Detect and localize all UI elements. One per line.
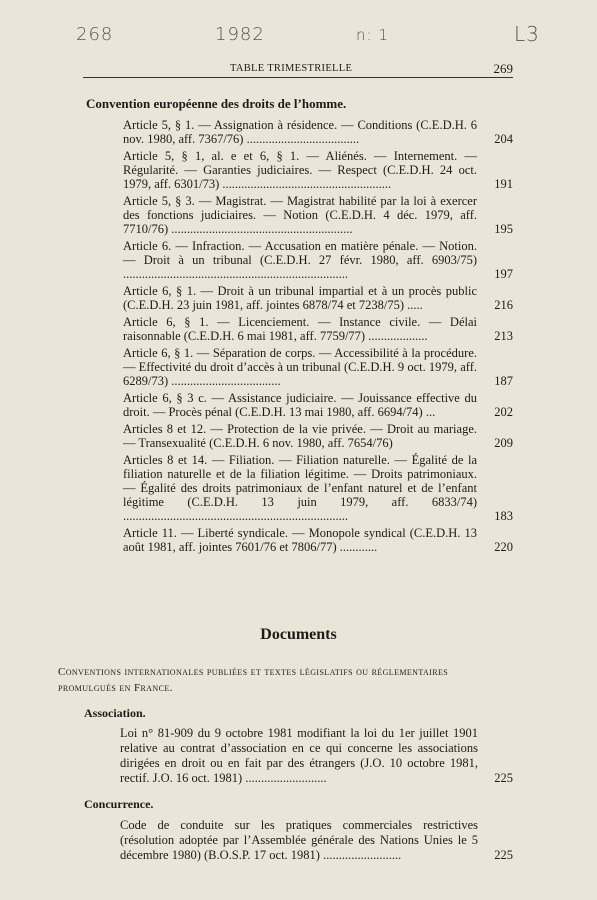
index-entry <box>86 391 513 419</box>
handwritten-note-number: n: 1 <box>356 26 389 44</box>
index-entry <box>86 315 513 343</box>
entry-text: Article 5, § 3. — Magistrat. — Magistrat habilité par la loi à exercer des fonctions judiciaires. — Notion (C.E.D.H. 4 déc. 1979, aff. 7710/76) .......................................................... <box>123 194 477 236</box>
entry-text: Article 5, § 1. — Assignation à résidence. — Conditions (C.E.D.H. 6 nov. 1980, aff. 7367/76) .................................... <box>123 118 477 146</box>
documents-subtitle: Conventions internationales publiées et textes législatifs ou réglementaires promulgués en France. <box>58 666 449 694</box>
index-entries <box>86 118 513 557</box>
index-entry <box>86 239 513 281</box>
entry-page: 216 <box>494 298 513 312</box>
index-entry <box>86 194 513 236</box>
entry-page: 202 <box>494 405 513 419</box>
document-entry-page: 225 <box>494 771 513 785</box>
entry-text: Articles 8 et 14. — Filiation. — Filiation naturelle. — Égalité de la filiation naturelle et de la filiation légitime. — Droits patrimoniaux. — Égalité des droits patrimoniaux de l’enfant naturel et de l’enfant légitime (C.E.D.H. 13 juin 1979, aff. 6833/74) ........................................................................ <box>123 453 477 523</box>
running-head-title: TABLE TRIMESTRIELLE <box>230 63 353 74</box>
document-entry <box>120 726 513 786</box>
index-entry <box>86 118 513 146</box>
index-entry <box>86 149 513 191</box>
index-entry <box>86 526 513 554</box>
handwritten-note-left: 268 <box>76 24 114 45</box>
entry-text: Articles 8 et 12. — Protection de la vie privée. — Droit au mariage. — Transexualité (C.E.D.H. 6 nov. 1980, aff. 7654/76) <box>123 422 477 450</box>
entry-text: Article 11. — Liberté syndicale. — Monopole syndical (C.E.D.H. 13 août 1981, aff. jointes 7601/76 et 7806/77) ............ <box>123 526 477 554</box>
index-entry <box>86 453 513 523</box>
document-entry <box>120 818 513 863</box>
document-entry-text: Code de conduite sur les pratiques commerciales restrictives (résolution adoptée par l’Assemblée générale des Nations Unies le 5 décembre 1980) (B.O.S.P. 17 oct. 1981) ......................... <box>120 818 478 862</box>
index-entry <box>86 284 513 312</box>
entry-text: Article 6, § 1. — Droit à un tribunal impartial et à un procès public (C.E.D.H. 23 juin 1981, aff. jointes 6878/74 et 7238/75) ..... <box>123 284 477 312</box>
running-head <box>83 63 513 78</box>
entry-page: 183 <box>494 509 513 523</box>
index-entry <box>86 346 513 388</box>
documents-heading: Documents <box>260 626 337 643</box>
document-entry-page: 225 <box>494 848 513 862</box>
entry-page: 209 <box>494 436 513 450</box>
entry-page: 213 <box>494 329 513 343</box>
page-number: 269 <box>493 61 513 76</box>
subhead-concurrence: Concurrence. <box>84 797 154 811</box>
entry-text: Article 6, § 1. — Séparation de corps. — Accessibilité à la procédure. — Effectivité du droit d’accès à un tribunal (C.E.D.H. 9 oct. 1979, aff. 6289/73) ................................... <box>123 346 477 388</box>
entry-text: Article 6. — Infraction. — Accusation en matière pénale. — Notion. — Droit à un tribunal (C.E.D.H. 27 févr. 1980, aff. 6903/75) ........................................................................ <box>123 239 477 281</box>
section-title: Convention européenne des droits de l’homme. <box>86 96 347 111</box>
entry-page: 191 <box>494 177 513 191</box>
entry-text: Article 6, § 1. — Licenciement. — Instance civile. — Délai raisonnable (C.E.D.H. 6 mai 1981, aff. 7759/77) ................... <box>123 315 477 343</box>
entry-page: 197 <box>494 267 513 281</box>
handwritten-note-right: L3 <box>514 22 540 46</box>
subhead-association: Association. <box>84 706 146 720</box>
entry-page: 187 <box>494 374 513 388</box>
entry-page: 195 <box>494 222 513 236</box>
entry-page: 220 <box>494 540 513 554</box>
entry-page: 204 <box>494 132 513 146</box>
entry-text: Article 6, § 3 c. — Assistance judiciaire. — Jouissance effective du droit. — Procès pénal (C.E.D.H. 13 mai 1980, aff. 6694/74) ... <box>123 391 477 419</box>
document-entry-text: Loi n° 81-909 du 9 octobre 1981 modifiant la loi du 1er juillet 1901 relative au contrat d’association en ce qui concerne les associations dirigées en droit ou en fait par des étrangers (J.O. 10 octobre 1981, rectif. J.O. 16 oct. 1981) .......................... <box>120 726 478 785</box>
entry-text: Article 5, § 1, al. e et 6, § 1. — Aliénés. — Internement. — Régularité. — Garanties judiciaires. — Respect (C.E.D.H. 24 oct. 1979, aff. 6301/73) ...................................................... <box>123 149 477 191</box>
index-entry <box>86 422 513 450</box>
handwritten-note-year: 1982 <box>215 24 265 45</box>
